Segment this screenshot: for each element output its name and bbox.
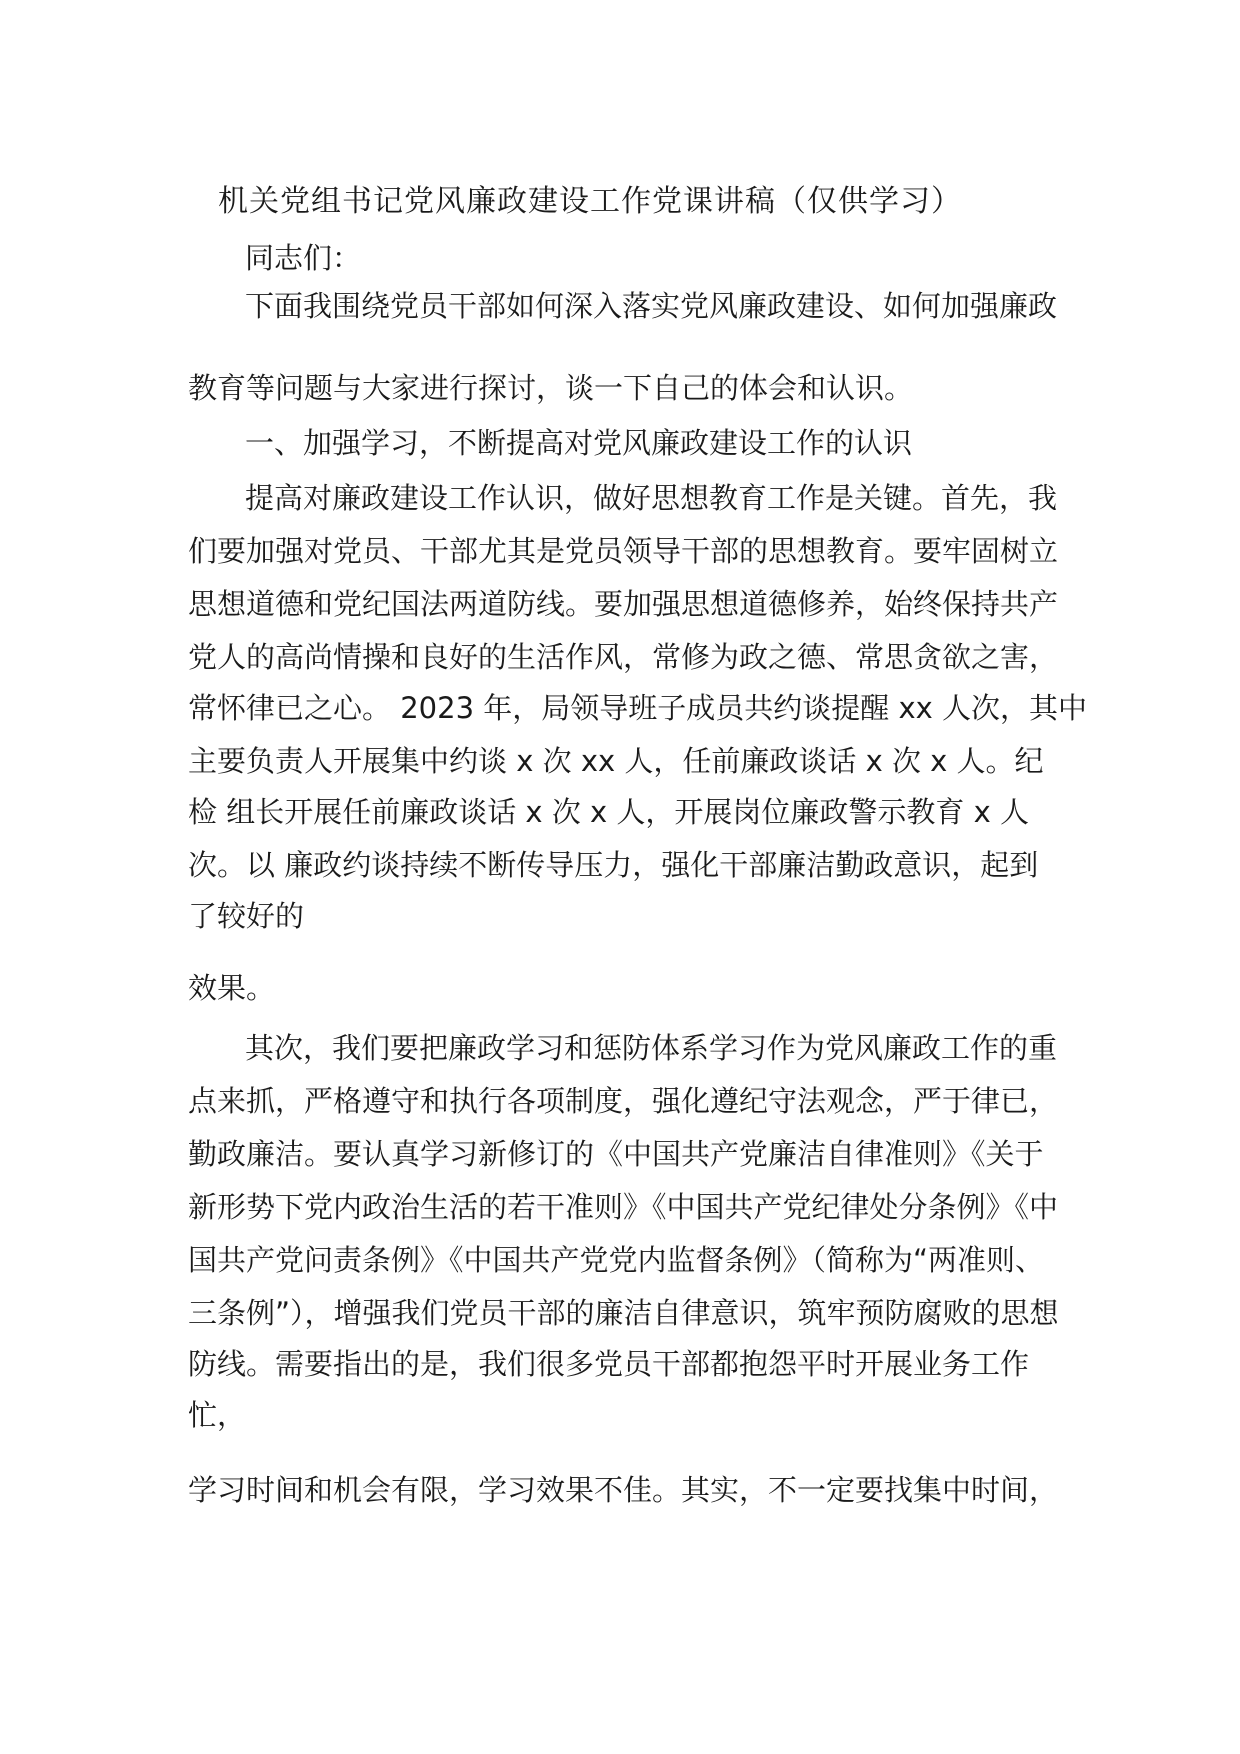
paragraph-line: 防线。需要指出的是，我们很多党员干部都抱怨平时开展业务工作	[188, 1347, 1030, 1381]
paragraph-line: 国共产党问责条例》《中国共产党党内监督条例》（简称为“两准则、	[188, 1243, 1045, 1277]
paragraph-line: 了较好的	[188, 899, 305, 933]
document-title: 机关党组书记党风廉政建设工作党课讲稿（仅供学习）	[218, 184, 962, 219]
paragraph-line: 教育等问题与大家进行探讨，谈一下自己的体会和认识。	[188, 371, 914, 405]
paragraph-line: 党人的高尚情操和良好的生活作风，常修为政之德、常思贪欲之害，	[188, 640, 1059, 674]
paragraph-line: 次。以 廉政约谈持续不断传导压力，强化干部廉洁勤政意识，起到	[188, 848, 1039, 882]
salutation: 同志们：	[245, 241, 362, 275]
paragraph-line: 下面我围绕党员干部如何深入落实党风廉政建设、如何加强廉政	[245, 289, 1058, 323]
paragraph-line: 新形势下党内政治生活的若干准则》《中国共产党纪律处分条例》《中	[188, 1190, 1059, 1224]
paragraph-line: 们要加强对党员、干部尤其是党员领导干部的思想教育。要牢固树立	[188, 534, 1059, 568]
paragraph-line: 勤政廉洁。要认真学习新修订的《中国共产党廉洁自律准则》《关于	[188, 1137, 1044, 1171]
paragraph-line: 忙，	[188, 1398, 247, 1432]
paragraph-line: 三条例”），增强我们党员干部的廉洁自律意识，筑牢预防腐败的思想	[188, 1296, 1059, 1330]
paragraph-line: 检 组长开展任前廉政谈话 x 次 x 人，开展岗位廉政警示教育 x 人	[188, 795, 1030, 829]
paragraph-line: 其次，我们要把廉政学习和惩防体系学习作为党风廉政工作的重	[245, 1031, 1058, 1065]
paragraph-line: 常怀律已之心。 2023 年，局领导班子成员共约谈提醒 xx 人次，其中	[188, 691, 1088, 725]
paragraph-line: 学习时间和机会有限，学习效果不佳。其实，不一定要找集中时间，	[188, 1473, 1059, 1507]
paragraph-line: 主要负责人开展集中约谈 x 次 xx 人，任前廉政谈话 x 次 x 人。纪	[188, 744, 1044, 778]
paragraph-line: 效果。	[188, 971, 276, 1005]
paragraph-line: 思想道德和党纪国法两道防线。要加强思想道德修养，始终保持共产	[188, 587, 1059, 621]
section-heading: 一、加强学习，不断提高对党风廉政建设工作的认识	[245, 426, 913, 460]
paragraph-line: 提高对廉政建设工作认识，做好思想教育工作是关键。首先，我	[245, 481, 1058, 515]
paragraph-line: 点来抓，严格遵守和执行各项制度，强化遵纪守法观念，严于律已，	[188, 1084, 1059, 1118]
